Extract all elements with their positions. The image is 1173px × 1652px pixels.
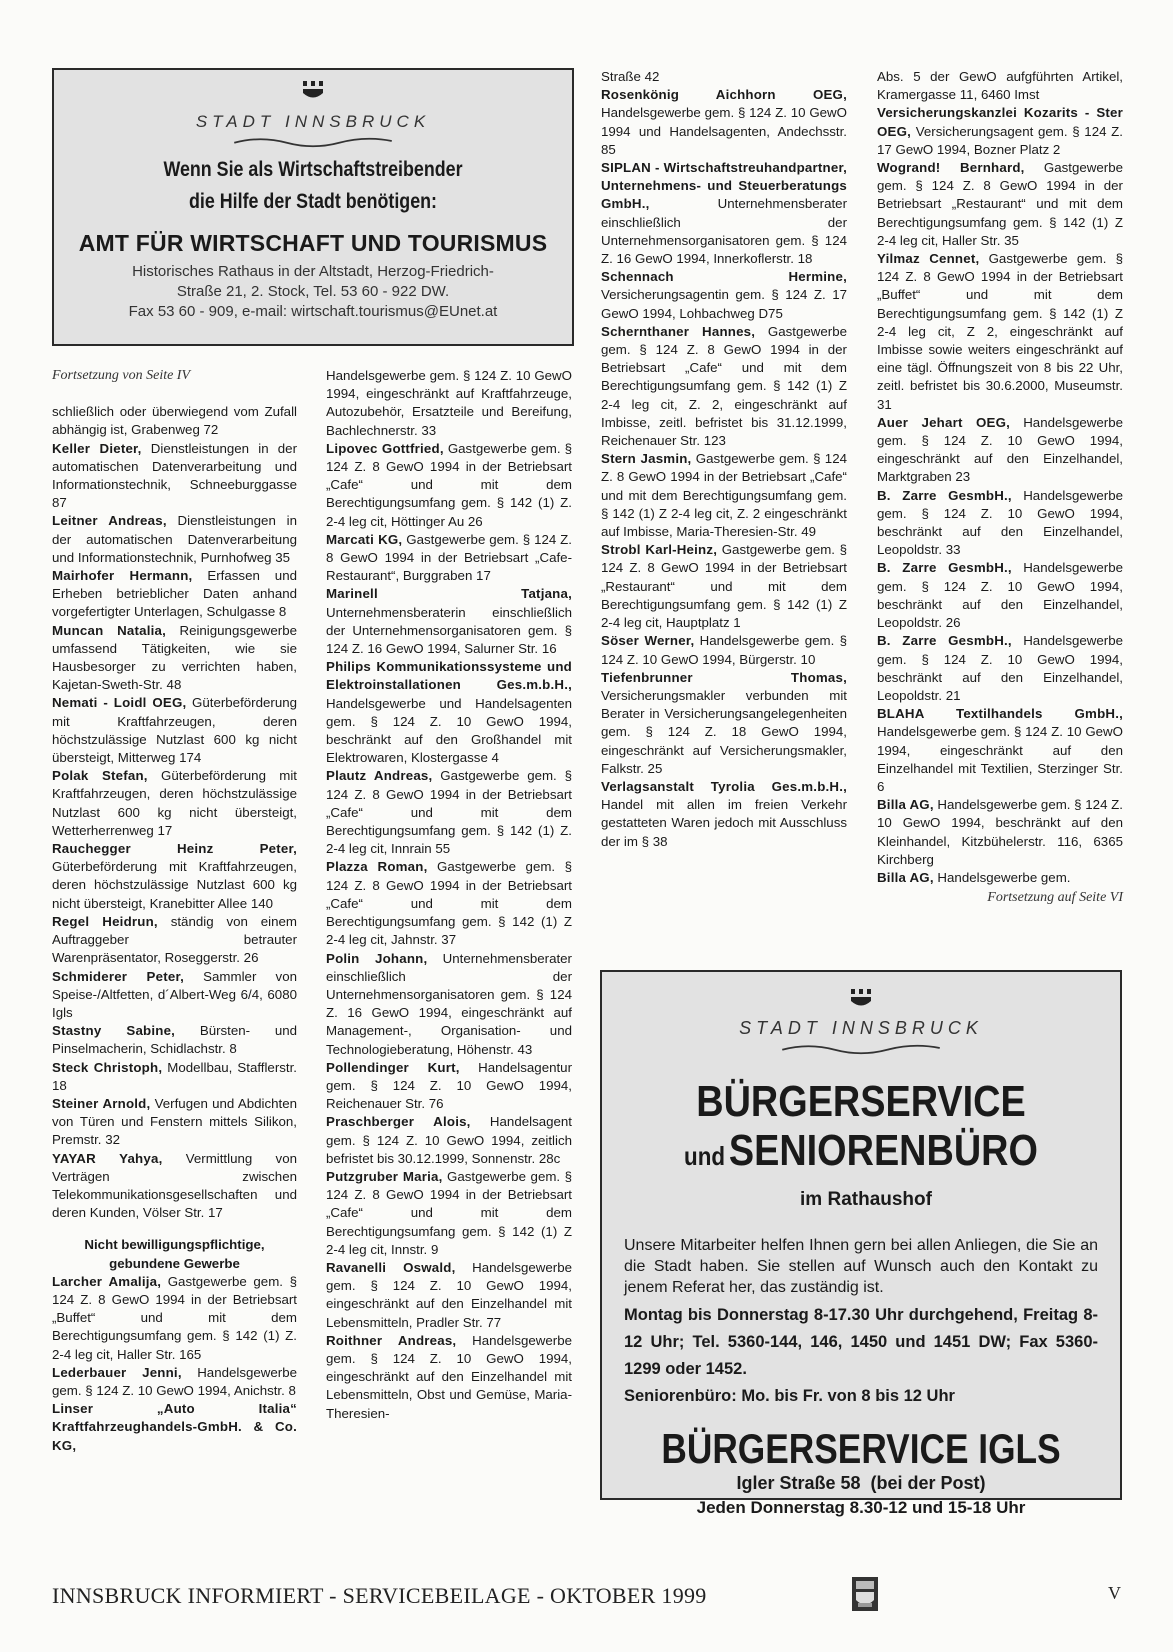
entry-name: Steiner Arnold, — [52, 1095, 151, 1111]
list-item — [52, 1400, 297, 1455]
list-item — [877, 559, 1123, 632]
entry-text: Bürsten- und Pinselmacherin, Schidlachstr. 8 — [52, 1023, 297, 1057]
entry-text: Gastgewerbe gem. § 124 Z. 8 GewO 1994 in der Betriebsart „Restaurant“ und mit dem Berechtigungsumfang gem. § 142 (1) Z 2-4 leg cit, Haller Str. 35 — [877, 160, 1123, 248]
entry-text: ständig von einem Auftraggeber betrauter Warenpräsentator, Roseggerstr. 26 — [52, 913, 297, 966]
entry-text: Unternehmensberaterin einschließlich der Unternehmensorganisatoren gem. § 124 Z. 16 GewO 1994, Salurner Str. 16 — [326, 604, 572, 657]
column-3-entries — [601, 68, 847, 851]
ad-wirtschaft-box — [52, 68, 574, 346]
entry-text: Vermittlung von Verträgen zwischen Telekommunikationsgesellschaften und deren Kunden, Völser Str. 17 — [52, 1150, 297, 1221]
list-item — [52, 840, 297, 913]
entry-name: Versicherungskanzlei Kozarits - Ster OEG, — [877, 105, 1123, 139]
list-item — [877, 250, 1123, 414]
list-item — [877, 869, 1123, 887]
list-item — [877, 68, 1123, 104]
entry-text: Handelsgewerbe gem. § 124 Z. 10 GewO 1994, beschränkt auf den Einzelhandel, Leopoldstr. 21 — [877, 633, 1123, 703]
list-item — [52, 622, 297, 695]
entry-name: Muncan Natalia, — [52, 622, 166, 638]
entry-text: Versicherungsagentin gem. § 124 Z. 17 GewO 1994, Lohbachweg D75 — [601, 287, 847, 321]
list-item — [601, 159, 847, 268]
entry-text: Güterbeförderung mit Kraftfahrzeugen, deren höchstzulässige Nutzlast 600 kg nicht übersteigt, Kranebitter Allee 140 — [52, 859, 297, 911]
list-item — [601, 86, 847, 159]
list-item — [326, 1113, 572, 1168]
entry-text: Gastgewerbe gem. § 124 Z. 8 GewO 1994 in der Betriebsart „Cafe“ und mit dem Berechtigungsumfang gem. § 142 (1) Z. 2-4 leg cit, Höttinger Au 26 — [326, 440, 572, 529]
entry-name: Söser Werner, — [601, 633, 695, 649]
entry-name: Mairhofer Hermann, — [52, 568, 193, 584]
list-item — [52, 1095, 297, 1150]
list-item — [326, 440, 572, 531]
list-item — [326, 1259, 572, 1332]
list-item — [52, 440, 297, 513]
entry-text: Handelsgewerbe gem. § 124 Z. 10 GewO 1994, eingeschränkt auf den Einzelhandel, Marktgraben 23 — [877, 414, 1123, 485]
entry-name: Pollendinger Kurt, — [326, 1059, 460, 1075]
list-item — [601, 450, 847, 541]
entry-text: Gastgewerbe gem. § 124 Z. 8 GewO 1994 in der Betriebsart „Cafe“ und mit dem Berechtigungsumfang gem. § 142 (1) Z 2-4 leg cit, Z. 2 eingeschränkt auf Imbisse, Maria-Theresien-Str. 49 — [601, 451, 847, 540]
entry-text: Straße 42 — [601, 69, 660, 84]
entry-text: Dienstleistungen in der automatischen Datenverarbeitung und Informationstechnik, Purnhofweg 35 — [52, 513, 297, 565]
list-item — [601, 268, 847, 323]
entry-text: Modellbau, Stafflerstr. 18 — [52, 1059, 297, 1093]
entry-name: Strobl Karl-Heinz, — [601, 542, 718, 558]
entry-name: Ravanelli Oswald, — [326, 1259, 456, 1275]
entry-name: Roithner Andreas, — [326, 1332, 457, 1348]
entry-name: Plazza Roman, — [326, 859, 428, 875]
list-item — [601, 323, 847, 450]
entry-name: Marcati KG, — [326, 531, 403, 547]
list-item — [52, 968, 297, 1023]
list-item — [326, 1168, 572, 1259]
seniorenbuero-label: SENIORENBÜRO — [728, 1126, 1038, 1175]
entry-text: Handelsgewerbe gem. § 124 Z. 10 GewO 1994, Bürgerstr. 10 — [601, 633, 847, 667]
column-2-entries — [326, 367, 572, 1423]
column-4-entries — [877, 68, 1123, 887]
list-item — [326, 531, 572, 586]
entry-name: Wogrand! Bernhard, — [877, 160, 1025, 176]
list-item — [877, 632, 1123, 705]
entry-name: Keller Dieter, — [52, 440, 142, 456]
column-1 — [52, 367, 297, 1455]
ad-address-3: Fax 53 60 - 909, e-mail: wirtschaft.tourismus@EUnet.at — [128, 303, 498, 320]
column-3 — [601, 68, 847, 851]
entry-text: Handelsgewerbe gem. § 124 Z. 10 GewO 1994, eingeschränkt auf Kraftfahrzeuge, Autozubehör, Ersatzteile und Bereifung, Bachlechnerstr. 33 — [326, 368, 572, 438]
entry-name: Auer Jehart OEG, — [877, 414, 1011, 430]
section-heading-1: Nicht bewilligungspflichtige, — [84, 1237, 265, 1253]
entry-name: Stern Jasmin, — [601, 451, 692, 467]
list-item — [326, 950, 572, 1059]
list-item — [326, 1059, 572, 1114]
entry-text: Unternehmensberater einschließlich der Unternehmensorganisatoren gem. § 124 Z. 16 GewO 1994, eingeschränkt auf Management-, Organisation- und Technologieberatung, Höhenstr. 43 — [326, 950, 572, 1057]
page-number: V — [1108, 1583, 1122, 1603]
list-item — [601, 632, 847, 668]
list-item — [52, 567, 297, 622]
ad-address-2: Straße 21, 2. Stock, Tel. 53 60 - 922 DW. — [176, 283, 450, 300]
entry-name: Plautz Andreas, — [326, 768, 433, 784]
entry-name: SIPLAN - Wirtschaftstreuhandpartner, Unternehmens- und Steuerberatungs GmbH., — [601, 160, 847, 212]
entry-text: Sammler von Speise-/Altfetten, d´Albert-Weg 6/4, 6080 Igls — [52, 968, 297, 1020]
list-item — [877, 414, 1123, 487]
entry-name: Verlagsanstalt Tyrolia Ges.m.b.H., — [601, 778, 847, 794]
city-crest-icon — [300, 80, 326, 102]
entry-text: Gastgewerbe gem. § 124 Z. 8 GewO 1994 in der Betriebsart „Cafe“ und mit dem Berechtigungsumfang gem. § 142 (1) Z 2-4 leg cit, Z. 2, eingeschränkt auf Imbisse, zeitl. befristet bis 31.12.1999, Reichenauer Str. 123 — [601, 323, 848, 449]
list-item — [52, 1364, 297, 1400]
entry-text: Handelsgewerbe gem. § 124 Z. 10 GewO 1994, beschränkt auf den Kleinhandel, Kitzbühelerstr. 116, 6365 Kirchberg — [877, 797, 1123, 867]
ad-heading: AMT FÜR WIRTSCHAFT UND TOURISMUS — [78, 230, 548, 256]
entry-name: Steck Christoph, — [52, 1059, 163, 1075]
list-item — [52, 1273, 297, 1364]
section-heading-2: gebundene Gewerbe — [109, 1255, 240, 1271]
entry-name: B. Zarre GesmbH., — [877, 633, 1012, 649]
igls-hours: Jeden Donnerstag 8.30-12 und 15-18 Uhr — [696, 1498, 1026, 1517]
entry-text: Handel mit allen im freien Verkehr gestatteten Waren jedoch mit Ausschluss der im § 38 — [601, 797, 847, 849]
rathaushof-subtitle: im Rathaushof — [800, 1189, 932, 1210]
column-1-entries-2 — [52, 1273, 297, 1455]
entry-text: Handelsgewerbe gem. — [933, 869, 1071, 885]
entry-name: B. Zarre GesmbH., — [877, 487, 1012, 503]
entry-name: Polak Stefan, — [52, 768, 148, 784]
list-item — [326, 367, 572, 440]
entry-name: Billa AG, — [877, 869, 934, 885]
list-item — [326, 585, 572, 658]
entry-name: Regel Heidrun, — [52, 913, 158, 929]
entry-name: Schmiderer Peter, — [52, 968, 184, 984]
list-item — [601, 541, 847, 632]
entry-name: Polin Johann, — [326, 950, 428, 966]
entry-name: Rosenkönig Aichhorn OEG, — [601, 87, 847, 103]
entry-name: Schernthaner Hannes, — [601, 323, 756, 339]
ad-line-2: die Hilfe der Stadt benötigen: — [189, 190, 437, 213]
entry-text: Unternehmensberater einschließlich der Unternehmensorganisatoren gem. § 124 Z. 16 GewO 1994, Innerkoflerstr. 18 — [601, 196, 847, 267]
list-item — [52, 694, 297, 767]
entry-name: Tiefenbrunner Thomas, — [601, 669, 847, 685]
entry-text: Handelsgewerbe gem. § 124 Z. 10 GewO 1994, eingeschränkt auf den Einzelhandel mit Lebensmitteln, Pradler Str. 77 — [326, 1259, 572, 1330]
list-item — [601, 68, 847, 86]
list-item — [52, 1150, 297, 1223]
entry-text: Erfassen und Erheben betrieblicher Daten anhand vorgefertigter Unterlagen, Schulgasse 8 — [52, 568, 297, 620]
entry-text: Güterbeförderung mit Kraftfahrzeugen, deren höchstzulässige Nutzlast 600 kg nicht übersteigt, Wetterherrenweg 17 — [52, 768, 297, 838]
und-label: und — [684, 1141, 726, 1171]
list-item — [52, 1059, 297, 1095]
list-item — [877, 705, 1123, 796]
entry-text: Gastgewerbe gem. § 124 Z. 8 GewO 1994 in der Betriebsart „Cafe-Restaurant“, Burggraben 17 — [326, 531, 572, 584]
list-item — [877, 796, 1123, 869]
entry-name: Schennach Hermine, — [601, 269, 847, 285]
opening-hours: Montag bis Donnerstag 8-17.30 Uhr durchgehend, Freitag 8-12 Uhr; Tel. 5360-144, 146, 1450 und 1451 DW; Fax 5360-1299 oder 1452. — [624, 1306, 1098, 1378]
seniorenbuero-hours: Seniorenbüro: Mo. bis Fr. von 8 bis 12 Uhr — [624, 1387, 955, 1405]
entry-text: Gastgewerbe gem. § 124 Z. 8 GewO 1994 in der Betriebsart „Buffet“ und mit dem Berechtigungsumfang gem. § 142 (1) Z. 2-4 leg cit, Haller Str. 165 — [52, 1273, 297, 1362]
list-item — [877, 159, 1123, 250]
ad-address-1: Historisches Rathaus in der Altstadt, Herzog-Friedrich- — [132, 263, 494, 280]
city-crest-icon — [848, 988, 874, 1010]
entry-name: Lederbauer Jenni, — [52, 1364, 182, 1380]
entry-text: Gastgewerbe gem. § 124 Z. 8 GewO 1994 in der Betriebsart „Restaurant“ und mit dem Berechtigungsumfang gem. § 142 (1) Z 2-4 leg cit, Hauptplatz 1 — [601, 542, 847, 631]
entry-text: Versicherungsagent gem. § 124 Z. 17 GewO 1994, Bozner Platz 2 — [877, 123, 1123, 157]
entry-name: Marinell Tatjana, — [326, 586, 572, 602]
list-item — [52, 767, 297, 840]
continued-from: Fortsetzung von Seite IV — [52, 368, 191, 383]
entry-name: Praschberger Alois, — [326, 1114, 471, 1130]
seniorenbuero-title — [638, 1127, 1083, 1185]
list-item — [52, 913, 297, 968]
entry-text: Handelsgewerbe gem. § 124 Z. 10 GewO 1994, Anichstr. 8 — [52, 1364, 297, 1398]
entry-name: Stastny Sabine, — [52, 1023, 176, 1039]
ad-buergerservice-box — [600, 970, 1122, 1517]
entry-name: Lipovec Gottfried, — [326, 440, 444, 456]
stadt-innsbruck-wordmark: STADT INNSBRUCK — [195, 112, 431, 131]
entry-text: Handelsgewerbe gem. § 124 Z. 10 GewO 1994, beschränkt auf den Einzelhandel, Leopoldstr. 33 — [877, 487, 1123, 558]
entry-text: Handelsagent gem. § 124 Z. 10 GewO 1994, zeitlich befristet bis 30.12.1999, Sonnenstr. 28c — [326, 1114, 572, 1166]
entry-name: Leitner Andreas, — [52, 513, 167, 529]
entry-name: Billa AG, — [877, 797, 934, 813]
entry-text: Reinigungsgewerbe umfassend Tätigkeiten, wie sie Hausbesorger zu verrichten haben, Kajetan-Sweth-Str. 48 — [52, 622, 297, 693]
entry-text: Handelsgewerbe gem. § 124 Z. 10 GewO 1994, beschränkt auf den Einzelhandel, Leopoldstr. 26 — [877, 560, 1123, 631]
river-wave-icon — [213, 134, 413, 148]
list-item — [326, 858, 572, 949]
entry-name: Rauchegger Heinz Peter, — [52, 841, 297, 857]
entry-name: BLAHA Textilhandels GmbH., — [877, 706, 1123, 722]
list-item — [326, 658, 572, 767]
city-coat-of-arms-icon — [851, 1576, 879, 1612]
entry-text: Handelsgewerbe gem. § 124 Z. 10 GewO 1994, eingeschränkt auf den Einzelhandel mit Lebensmitteln, Obst und Gemüse, Maria-Theresien- — [326, 1332, 572, 1421]
igls-title: BÜRGERSERVICE IGLS — [661, 1425, 1061, 1472]
list-item — [326, 767, 572, 858]
entry-text: Dienstleistungen in der automatischen Datenverarbeitung und Informationstechnik, Schneeburggasse 87 — [52, 440, 297, 511]
entry-text: Gastgewerbe gem. § 124 Z. 8 GewO 1994 in der Betriebsart „Cafe“ und mit dem Berechtigungsumfang gem. § 142 (1) Z 2-4 leg cit, Innstr. 9 — [326, 1168, 572, 1257]
entry-text: Gastgewerbe gem. § 124 Z. 8 GewO 1994 in der Betriebsart „Cafe“ und mit dem Berechtigungsumfang gem. § 142 (1) Z. 2-4 leg cit, Innrain 55 — [326, 768, 572, 857]
buergerservice-title: BÜRGERSERVICE — [696, 1077, 1026, 1126]
service-description: Unsere Mitarbeiter helfen Ihnen gern bei allen Anliegen, die Sie an die Stadt haben. Sie stellen auf Wunsch auch den Kontakt zu jenem Referat her, das zuständig ist. — [624, 1237, 1098, 1296]
ad-line-1: Wenn Sie als Wirtschaftstreibender — [163, 158, 463, 181]
list-item — [52, 403, 297, 439]
entry-name: Larcher Amalija, — [52, 1273, 162, 1289]
igls-address: Igler Straße 58 (bei der Post) — [736, 1473, 986, 1493]
list-item — [877, 487, 1123, 560]
entry-text: Handelsgewerbe gem. § 124 Z. 10 GewO 1994, eingeschränkt auf den Einzelhandel mit Textilien, Sterzinger Str. 6 — [877, 724, 1123, 794]
entry-text: schließlich oder überwiegend vom Zufall abhängig ist, Grabenweg 72 — [52, 404, 297, 438]
entry-name: Putzgruber Maria, — [326, 1168, 443, 1184]
stadt-innsbruck-wordmark: STADT INNSBRUCK — [739, 1018, 983, 1038]
entry-name: Nemati - Loidl OEG, — [52, 695, 187, 711]
entry-text: Versicherungsmakler verbunden mit Berater in Versicherungsangelegenheiten gem. § 124 Z. 18 GewO 1994, eingeschränkt auf Versicherungsmakler, Falkstr. 25 — [601, 687, 847, 776]
entry-name: Linser „Auto Italia“ Kraftfahrzeughandels-GmbH. & Co. KG, — [52, 1401, 297, 1453]
continued-on: Fortsetzung auf Seite VI — [987, 890, 1123, 906]
list-item — [877, 104, 1123, 159]
entry-text: Gastgewerbe gem. § 124 Z. 8 GewO 1994 in der Betriebsart „Cafe“ und mit dem Berechtigungsumfang gem. § 142 (1) Z 2-4 leg cit, Jahnstr. 37 — [326, 859, 572, 948]
column-4 — [877, 68, 1123, 907]
entry-text: Gastgewerbe gem. § 124 Z. 8 GewO 1994 in der Betriebsart „Buffet“ und mit dem Berechtigungsumfang gem. § 142 (1) Z 2-4 leg cit, Z 2, eingeschränkt auf Imbisse sowie weiters eingeschränkt auf eine tägl. Öffnungszeit von 8 bis 22 Uhr, zeitl. befristet bis 30.6.2000, Museumstr. 31 — [877, 251, 1123, 412]
column-2 — [326, 367, 572, 1423]
entry-text: Abs. 5 der GewO aufgführten Artikel, Kramergasse 11, 6460 Imst — [877, 69, 1123, 103]
entry-text: Handelsagentur gem. § 124 Z. 10 GewO 1994, Reichenauer Str. 76 — [326, 1059, 572, 1112]
entry-text: Verfugen und Abdichten von Türen und Fenstern mittels Silikon, Premstr. 32 — [52, 1095, 297, 1148]
column-1-entries — [52, 403, 297, 1222]
entry-text: Güterbeförderung mit Kraftfahrzeugen, deren höchstzulässige Nutzlast 600 kg nicht übersteigt, Mitterweg 174 — [52, 695, 298, 766]
entry-text: Handelsgewerbe gem. § 124 Z. 10 GewO 1994 und Handelsagenten, Andechsstr. 85 — [601, 105, 847, 157]
river-wave-icon — [766, 1041, 956, 1055]
list-item — [52, 512, 297, 567]
list-item — [601, 669, 847, 778]
list-item — [601, 778, 847, 851]
entry-name: B. Zarre GesmbH., — [877, 560, 1012, 576]
entry-name: YAYAR Yahya, — [52, 1150, 163, 1166]
entry-text: Handelsgewerbe und Handelsagenten gem. § 124 Z. 10 GewO 1994, beschränkt auf den Großhandel mit Elektrowaren, Klostergasse 4 — [326, 695, 572, 766]
footer-title: INNSBRUCK INFORMIERT - SERVICEBEILAGE - OKTOBER 1999 — [52, 1583, 707, 1608]
list-item — [326, 1332, 572, 1423]
list-item — [52, 1022, 297, 1058]
entry-name: Philips Kommunikationssysteme und Elektroinstallationen Ges.m.b.H., — [326, 659, 572, 693]
entry-name: Yilmaz Cennet, — [877, 251, 980, 267]
